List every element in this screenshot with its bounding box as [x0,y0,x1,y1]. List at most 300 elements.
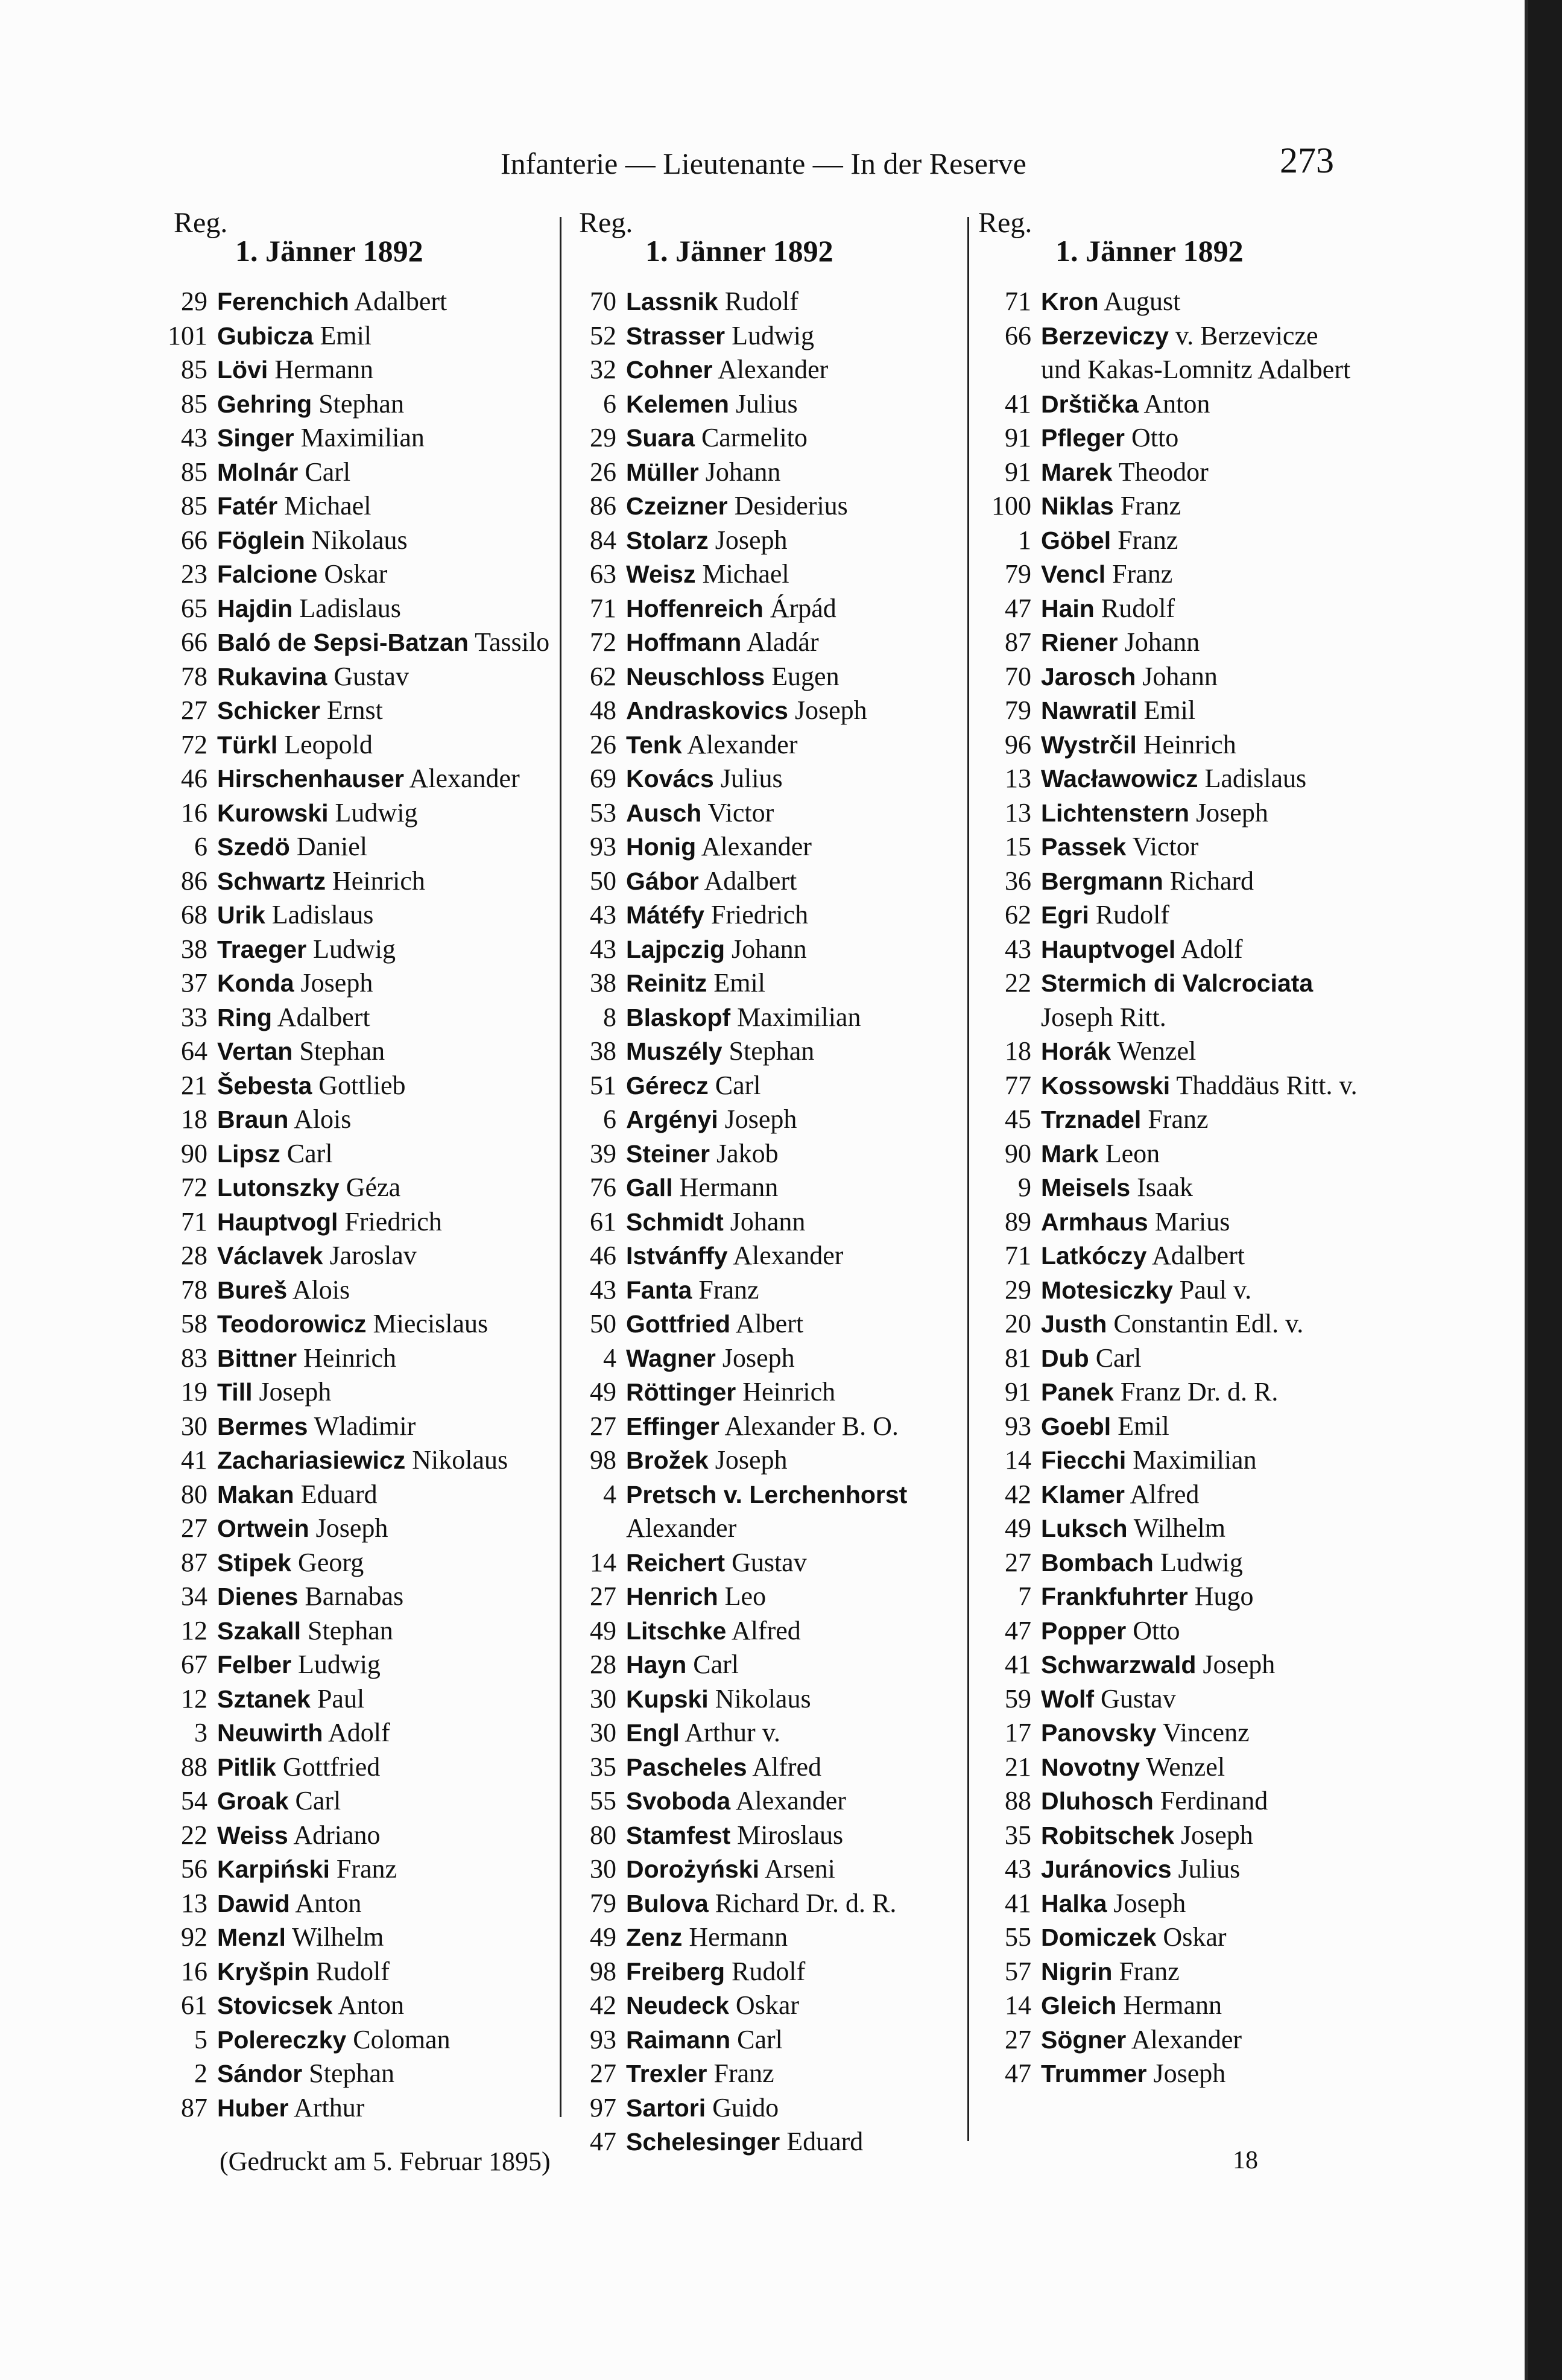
regiment-number: 62 [590,661,616,691]
surname: Hoffmann [626,628,742,656]
officer-name [1041,387,1363,422]
regiment-number: 43 [1005,934,1031,964]
officer-name [626,1273,953,1308]
officer-name [626,932,953,967]
given-name: Leopold [284,729,373,759]
regiment-number: 85 [181,355,207,384]
regiment-number: 78 [181,661,207,691]
list-item [158,1580,556,1614]
officer-name [626,694,953,728]
given-name: Nikolaus [715,1683,811,1714]
officer-name [626,625,953,660]
regiment-number: 36 [1005,866,1031,896]
surname: Singer [217,424,294,452]
given-name: Ladislaus [299,593,401,623]
surname: Bulova [626,1889,709,1917]
surname: Pretsch v. Lerchenhorst [626,1480,908,1508]
surname: Neudeck [626,1992,729,2019]
officer-name [626,1989,953,2023]
list-item [977,319,1363,387]
surname: Goebl [1041,1412,1111,1440]
regiment-number: 71 [590,593,616,623]
officer-name [1041,1614,1363,1648]
list-item [158,898,556,932]
surname: Dluhosch [1041,1787,1154,1815]
regiment-number: 59 [1005,1683,1031,1714]
regiment-number: 30 [181,1411,207,1441]
regiment-number: 53 [590,797,616,828]
given-name: Joseph [259,1377,332,1407]
regiment-number: 96 [1005,729,1031,759]
officer-name [626,285,953,319]
surname: Nigrin [1041,1957,1113,1986]
officer-name [626,966,953,1001]
officer-name [1041,1716,1363,1750]
list-item [567,2091,953,2125]
list-item [567,1443,953,1478]
running-title: Infanterie — Lieutenante — In der Reserve [501,147,1026,180]
list-item [977,932,1363,967]
surname: Suara [626,424,695,452]
given-name: Joseph [300,968,373,998]
given-name: Maximilian [300,423,425,452]
list-item [567,489,953,524]
list-item [158,966,556,1001]
list-item [977,830,1363,864]
surname: Göbel [1041,526,1111,554]
given-name: Alexander [1131,2024,1242,2054]
regiment-number: 46 [590,1241,616,1270]
list-item [158,1034,556,1069]
regiment-number: 49 [590,1377,616,1407]
regiment-number: 46 [181,764,207,793]
given-name: Franz [1148,1104,1209,1134]
regiment-number: 1 [1018,525,1031,555]
signature-mark: 18 [1233,2147,1258,2174]
given-name: Franz [336,1854,397,1884]
list-item [977,421,1363,455]
surname: Meisels [1041,1174,1131,1201]
regiment-number: 22 [181,1820,207,1850]
list-item [158,1478,556,1512]
surname: Tenk [626,730,682,759]
officer-name [217,2023,556,2057]
surname: Horák [1041,1037,1111,1065]
officer-name [1041,592,1363,626]
surname: Hirschenhauser [217,765,404,793]
officer-name [217,1069,556,1103]
surname: Ferenchich [217,288,349,315]
given-name: Otto [1131,423,1179,452]
regiment-number: 90 [1005,1138,1031,1168]
given-name: Joseph [1196,797,1268,828]
officer-name [1041,796,1363,831]
surname: Kupski [626,1685,709,1713]
surname: Pitlik [217,1753,276,1781]
list-item [158,2091,556,2125]
officer-name [1041,1205,1363,1239]
list-item [977,1375,1363,1410]
officer-name [626,1818,953,1853]
surname: Gall [626,1174,673,1201]
officer-name [626,1103,953,1137]
officer-name [626,2023,953,2057]
list-item [567,1580,953,1614]
column-divider [560,217,561,2117]
surname: Wacławowicz [1041,765,1198,793]
surname: Luksch [1041,1514,1128,1542]
list-item [567,762,953,796]
given-name: Georg [298,1547,364,1577]
officer-name [1041,1989,1363,2023]
surname: Rukavina [217,662,327,691]
regiment-number: 48 [590,695,616,725]
list-item [977,694,1363,728]
list-item [567,1920,953,1955]
officer-name [217,1205,556,1239]
regiment-number: 88 [1005,1786,1031,1815]
given-name: Carl [286,1138,333,1168]
surname: Szakall [217,1616,302,1645]
regiment-number: 13 [181,1888,207,1918]
officer-name [626,1034,953,1069]
list-item [977,796,1363,831]
given-name: Desiderius [734,491,848,521]
surname: Bombach [1041,1548,1154,1577]
surname: Schicker [217,697,320,724]
officer-name [217,1511,556,1546]
list-item [977,1511,1363,1546]
regiment-number: 93 [590,2024,616,2054]
list-item [158,285,556,319]
regiment-number: 5 [194,2024,207,2054]
officer-name [1041,625,1363,660]
regiment-number: 35 [590,1752,616,1782]
list-item [567,1478,953,1546]
list-item [977,285,1363,319]
list-item [567,455,953,490]
list-item [158,1103,556,1137]
list-item [977,625,1363,660]
column-2 [567,205,953,2159]
given-name: Alexander [735,1786,846,1815]
surname: Zenz [626,1923,683,1951]
officer-name [217,319,556,353]
officer-name [217,1648,556,1682]
regiment-number: 13 [1005,764,1031,793]
regiment-number: 78 [181,1274,207,1305]
given-name: Victor [707,797,774,828]
officer-name [1041,1818,1363,1853]
given-name: Gustav [732,1547,807,1577]
regiment-number: 58 [181,1309,207,1338]
surname: Konda [217,969,294,997]
given-name: Rudolf [724,286,798,316]
regiment-number: 27 [590,2059,616,2088]
regiment-number: 50 [590,866,616,896]
officer-name [1041,1580,1363,1614]
officer-name [217,1989,556,2023]
list-item [567,1069,953,1103]
given-name: Ludwig [732,320,815,350]
officer-name [1041,1410,1363,1444]
officer-name [626,489,953,524]
list-item [158,1069,556,1103]
officer-name [626,353,953,387]
list-item [977,728,1363,762]
given-name: Hermann [689,1922,788,1952]
officer-name [217,694,556,728]
officer-name [626,1614,953,1648]
given-name: Carl [295,1786,341,1815]
officer-name [217,1580,556,1614]
regiment-number: 54 [181,1786,207,1815]
list-item [158,1784,556,1818]
list-item [158,2023,556,2057]
regiment-number: 69 [590,764,616,793]
regiment-number: 20 [1005,1309,1031,1338]
given-name: Leo [724,1581,767,1611]
list-item [567,1307,953,1341]
regiment-number: 87 [181,2092,207,2122]
given-name: Thaddäus Ritt. v. [1176,1070,1358,1100]
officer-name [217,728,556,762]
given-name: Ernst [326,695,383,725]
list-item [977,1478,1363,1512]
surname: Effinger [626,1412,719,1440]
surname: Sándor [217,2060,303,2087]
officer-name [217,796,556,831]
regiment-number: 68 [181,900,207,929]
regiment-number: 85 [181,491,207,521]
surname: Vencl [1041,560,1106,588]
officer-name [217,524,556,558]
list-item [567,728,953,762]
given-name: Carmelito [701,423,808,452]
officer-name [626,1648,953,1682]
officer-name [217,1920,556,1955]
surname: Sztanek [217,1685,311,1713]
given-name: Carl [305,457,351,487]
regiment-number: 62 [1005,900,1031,929]
list-item [158,1171,556,1205]
officer-name [626,898,953,932]
regiment-number: 21 [181,1070,207,1100]
given-name: Eugen [771,661,839,691]
officer-name [217,489,556,524]
surname: Dienes [217,1583,299,1610]
officer-name [1041,932,1363,967]
list-item [977,660,1363,694]
officer-name [626,1955,953,1989]
regiment-number: 64 [181,1036,207,1066]
regiment-number: 55 [590,1786,616,1815]
regiment-number: 79 [1005,695,1031,725]
list-item [158,353,556,387]
surname: Fanta [626,1276,692,1304]
regiment-number: 6 [194,832,207,861]
officer-name [217,1478,556,1512]
given-name: Heinrich [303,1343,397,1373]
regiment-number: 47 [590,2127,616,2156]
regiment-number: 80 [181,1479,207,1509]
given-name: Johann [1124,627,1200,657]
officer-name [1041,1443,1363,1478]
officer-name [217,1137,556,1171]
given-name: Nikolaus [412,1445,508,1475]
officer-name [1041,694,1363,728]
list-item [567,1137,953,1171]
regiment-number: 71 [1005,1241,1031,1270]
given-name: Marius [1154,1206,1230,1236]
regiment-number: 97 [590,2092,616,2122]
surname: Panovsky [1041,1719,1157,1747]
officer-name [626,387,953,422]
surname: Molnár [217,458,299,486]
list-item [977,557,1363,592]
officer-name [626,455,953,490]
regiment-number: 3 [194,1718,207,1747]
officer-name [217,830,556,864]
given-name: Friedrich [710,900,809,929]
given-name: Daniel [296,832,368,861]
regiment-number: 6 [603,1104,616,1134]
regiment-number: 21 [1005,1752,1031,1782]
list-item [158,557,556,592]
surname: Juránovics [1041,1855,1172,1883]
officer-name [626,728,953,762]
list-item [567,932,953,967]
list-item [158,1989,556,2023]
list-item [977,1034,1363,1069]
given-name: Richard [1169,866,1254,896]
regiment-number: 91 [1005,457,1031,487]
officer-name [626,2091,953,2125]
given-name: Ferdinand [1160,1786,1268,1815]
given-name: Guido [712,2092,779,2122]
given-name: Vincenz [1162,1718,1250,1747]
list-item [567,830,953,864]
regiment-number: 83 [181,1343,207,1373]
list-item [567,1001,953,1035]
officer-name [217,1307,556,1341]
given-name: Alfred [731,1615,801,1645]
regiment-number: 47 [1005,593,1031,623]
officer-name [626,1920,953,1955]
list-item [977,592,1363,626]
list-item [567,1852,953,1887]
list-item [567,2023,953,2057]
regiment-number: 67 [181,1650,207,1679]
given-name: Anton [338,1990,405,2020]
officer-name [217,557,556,592]
list-item [567,2125,953,2159]
surname: Schmidt [626,1207,724,1236]
given-name: Carl [737,2024,783,2054]
surname: Czeizner [626,492,728,520]
officer-name [217,898,556,932]
regiment-number: 27 [181,1513,207,1543]
regiment-number: 8 [603,1002,616,1032]
list-item [977,1546,1363,1580]
officer-name [217,966,556,1001]
officer-name [1041,1341,1363,1376]
regiment-number: 18 [1005,1036,1031,1066]
given-name: Alexander [733,1241,844,1270]
list-item [158,728,556,762]
given-name: Friedrich [344,1206,442,1236]
regiment-number: 32 [590,355,616,384]
surname: Wolf [1041,1685,1095,1713]
surname: Baló de Sepsi-Batzan [217,628,469,656]
list-item [977,898,1363,932]
regiment-number: 19 [181,1377,207,1407]
given-name: Alois [292,1274,350,1305]
surname: Müller [626,458,699,486]
list-item [158,1273,556,1308]
given-name: Gottlieb [318,1070,406,1100]
list-item [158,1001,556,1035]
given-name: Emil [1118,1411,1169,1441]
regiment-number: 90 [181,1138,207,1168]
regiment-number: 79 [590,1888,616,1918]
reg-label: Reg. [174,207,228,239]
regiment-number: 65 [181,593,207,623]
given-name: Coloman [353,2024,451,2054]
list-item [567,1716,953,1750]
surname: Strasser [626,321,726,350]
given-name: Joseph [1181,1820,1253,1850]
surname: Neuwirth [217,1719,323,1747]
regiment-number: 30 [590,1854,616,1884]
list-item [977,1069,1363,1103]
surname: Karpiński [217,1855,330,1883]
list-item [977,455,1363,490]
officer-name [626,592,953,626]
surname: Hoffenreich [626,594,764,622]
given-name: Heinrich [332,866,425,896]
surname: Hajdin [217,594,293,622]
surname: Šebesta [217,1071,312,1100]
officer-name [626,1171,953,1205]
given-name: Rudolf [315,1956,390,1986]
given-name: Heinrich [742,1377,836,1407]
surname: Andraskovics [626,697,788,724]
given-name: Anton [295,1888,362,1918]
list-item [567,1341,953,1376]
given-name: Maximilian [737,1002,861,1032]
regiment-number: 63 [590,559,616,589]
list-item [158,1375,556,1410]
officer-name [626,1682,953,1717]
surname: Motesiczky [1041,1276,1173,1304]
regiment-number: 17 [1005,1718,1031,1747]
officer-name [217,353,556,387]
list-item [158,864,556,899]
surname: Mark [1041,1139,1099,1168]
regiment-number: 30 [590,1683,616,1714]
officer-name [1041,285,1363,319]
list-item [158,524,556,558]
list-item [158,1852,556,1887]
surname: Riener [1041,628,1118,656]
regiment-number: 38 [590,968,616,998]
regiment-number: 56 [181,1854,207,1884]
given-name: Joseph [794,695,867,725]
list-item [158,1648,556,1682]
list-item [977,1171,1363,1205]
given-name: Arseni [764,1854,835,1884]
